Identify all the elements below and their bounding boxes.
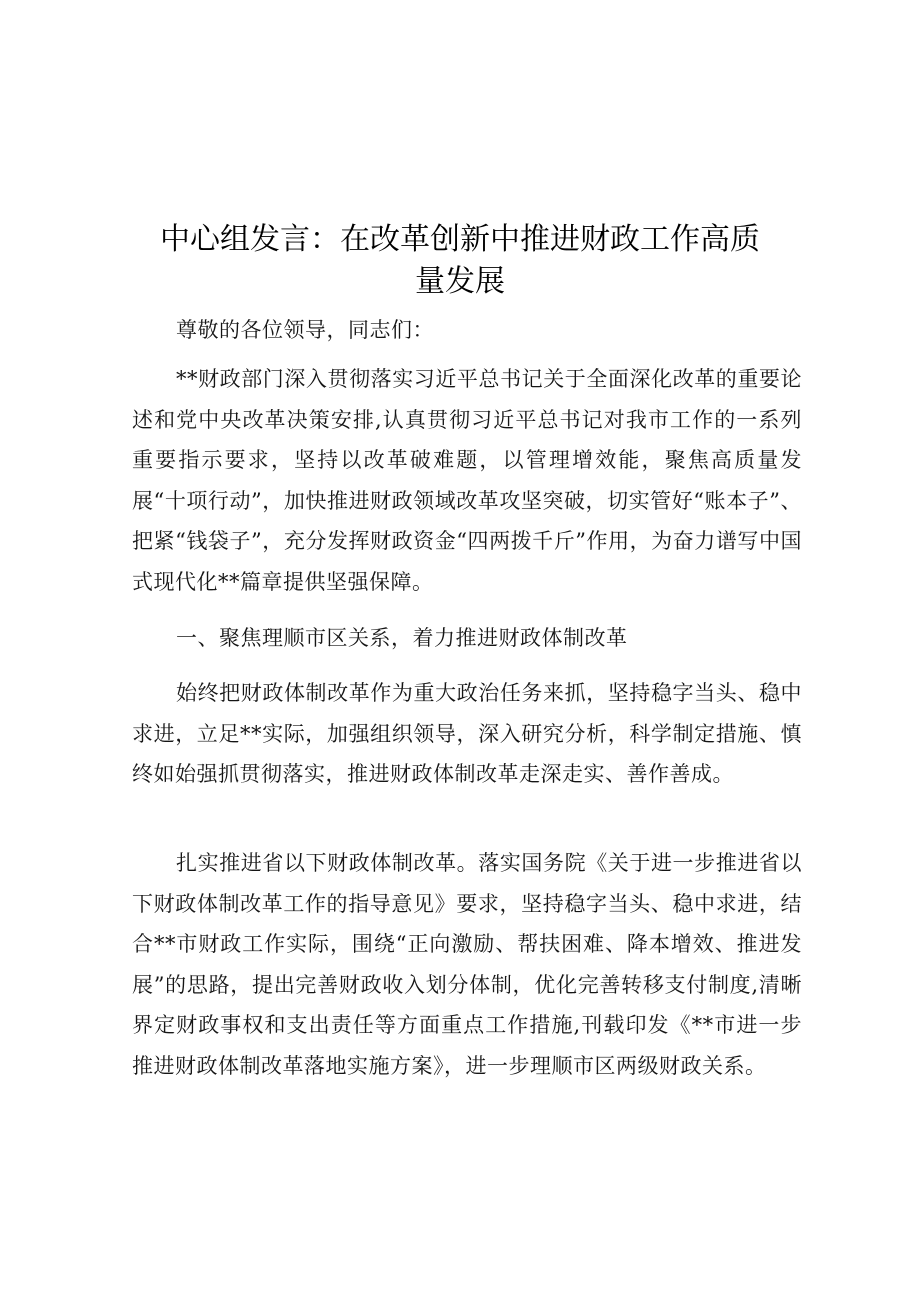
body-paragraph: 始终把财政体制改革作为重大政治任务来抓，坚持稳字当头、稳中求进，立足**实际，加强组织领导，深入研究分析，科学制定措施、慎终如始强抓贯彻落实，推进财政体制改革走深走实、善作善成。 (132, 681, 802, 786)
body-paragraph: 扎实推进省以下财政体制改革。落实国务院《关于进一步推进省以下财政体制改革工作的指导意见》要求，坚持稳字当头、稳中求进，结合**市财政工作实际，围绕“正向激励、帮扶困难、降本增效、推进发展”的思路，提出完善财政收入划分体制，优化完善转移支付制度,清晰界定财政事权和支出责任等方面重点工作措施,刊载印发《**市进一步推进财政体制改革落地实施方案》，进一步理顺市区两级财政关系。 (132, 851, 802, 1078)
section-heading-1: 一、聚焦理顺市区关系，着力推进财政体制改革 (176, 626, 628, 650)
intro-paragraph: **财政部门深入贯彻落实习近平总书记关于全面深化改革的重要论述和党中央改革决策安排,认真贯彻习近平总书记对我市工作的一系列重要指示要求，坚持以改革破难题，以管理增效能，聚焦高质量发展“十项行动”，加快推进财政领域改革攻坚突破，切实管好“账本子”、把紧“钱袋子”，充分发挥财政资金“四两拨千斤”作用，为奋力谱写中国式现代化**篇章提供坚强保障。 (132, 367, 802, 594)
salutation: 尊敬的各位领导，同志们： (176, 318, 434, 342)
document-title-line-1: 中心组发言：在改革创新中推进财政工作高质 (160, 222, 760, 257)
document-title-line-2: 量发展 (415, 264, 505, 299)
